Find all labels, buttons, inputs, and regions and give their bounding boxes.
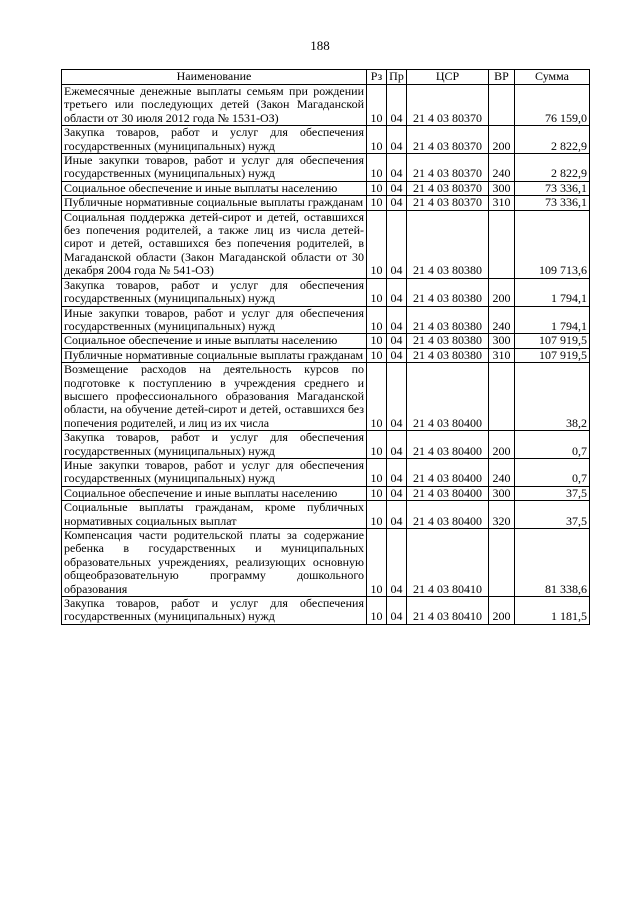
cell-pr: 04 [387,501,407,529]
header-pr: Пр [387,70,407,85]
cell-sum: 38,2 [515,363,590,431]
cell-csr: 21 4 03 80380 [407,278,489,306]
table-header [62,70,590,85]
cell-pr: 04 [387,154,407,182]
table-row [62,154,590,182]
cell-pr: 04 [387,431,407,459]
cell-name: Возмещение расходов на деятельность курсов по подготовке к поступлению в учреждения среднего и высшего профессионального образования Магаданской области, на обучение детей-сирот и детей, оставшихся без попечения родителей, и лиц из их числа [62,363,367,431]
cell-csr: 21 4 03 80370 [407,181,489,195]
header-name: Наименование [62,70,367,85]
cell-name: Закупка товаров, работ и услуг для обеспечения государственных (муниципальных) нужд [62,126,367,154]
table-row [62,306,590,334]
cell-rz: 10 [367,529,387,597]
budget-table [61,69,590,625]
cell-pr: 04 [387,126,407,154]
cell-csr: 21 4 03 80380 [407,210,489,278]
cell-vr [489,85,515,126]
cell-sum: 107 919,5 [515,348,590,362]
cell-csr: 21 4 03 80370 [407,196,489,210]
cell-rz: 10 [367,181,387,195]
cell-vr: 310 [489,348,515,362]
cell-pr: 04 [387,458,407,486]
cell-name: Социальное обеспечение и иные выплаты населению [62,486,367,500]
cell-rz: 10 [367,501,387,529]
cell-rz: 10 [367,363,387,431]
table-row [62,278,590,306]
cell-vr: 320 [489,501,515,529]
cell-vr: 310 [489,196,515,210]
cell-rz: 10 [367,278,387,306]
cell-rz: 10 [367,85,387,126]
cell-name: Закупка товаров, работ и услуг для обеспечения государственных (муниципальных) нужд [62,597,367,625]
cell-pr: 04 [387,196,407,210]
cell-name: Иные закупки товаров, работ и услуг для обеспечения государственных (муниципальных) нужд [62,306,367,334]
cell-name: Социальное обеспечение и иные выплаты населению [62,334,367,348]
cell-rz: 10 [367,486,387,500]
cell-sum: 1 794,1 [515,306,590,334]
cell-csr: 21 4 03 80380 [407,334,489,348]
cell-rz: 10 [367,210,387,278]
table-row [62,85,590,126]
cell-sum: 107 919,5 [515,334,590,348]
cell-rz: 10 [367,334,387,348]
table-row [62,348,590,362]
cell-rz: 10 [367,154,387,182]
header-csr: ЦСР [407,70,489,85]
cell-rz: 10 [367,306,387,334]
cell-vr: 200 [489,126,515,154]
cell-csr: 21 4 03 80370 [407,126,489,154]
cell-sum: 73 336,1 [515,181,590,195]
cell-name: Ежемесячные денежные выплаты семьям при рождении третьего или последующих детей (Закон Магаданской области от 30 июля 2012 года № 1531-ОЗ) [62,85,367,126]
cell-vr: 200 [489,431,515,459]
table-row [62,210,590,278]
cell-vr: 200 [489,597,515,625]
cell-sum: 1 181,5 [515,597,590,625]
cell-sum: 76 159,0 [515,85,590,126]
cell-sum: 1 794,1 [515,278,590,306]
cell-vr [489,363,515,431]
header-sum: Сумма [515,70,590,85]
cell-vr: 300 [489,486,515,500]
cell-rz: 10 [367,458,387,486]
cell-sum: 37,5 [515,486,590,500]
cell-sum: 2 822,9 [515,126,590,154]
cell-name: Иные закупки товаров, работ и услуг для обеспечения государственных (муниципальных) нужд [62,458,367,486]
cell-vr: 240 [489,458,515,486]
cell-pr: 04 [387,363,407,431]
cell-pr: 04 [387,348,407,362]
header-rz: Рз [367,70,387,85]
cell-csr: 21 4 03 80370 [407,154,489,182]
table-row [62,363,590,431]
cell-csr: 21 4 03 80400 [407,501,489,529]
cell-vr: 300 [489,181,515,195]
cell-rz: 10 [367,597,387,625]
cell-rz: 10 [367,196,387,210]
cell-name: Публичные нормативные социальные выплаты гражданам [62,348,367,362]
cell-name: Публичные нормативные социальные выплаты гражданам [62,196,367,210]
cell-sum: 109 713,6 [515,210,590,278]
table-row [62,529,590,597]
cell-csr: 21 4 03 80370 [407,85,489,126]
table-row [62,501,590,529]
cell-pr: 04 [387,529,407,597]
cell-name: Компенсация части родительской платы за содержание ребенка в государственных и муниципальных образовательных учреждениях, реализующих основную общеобразовательную программу дошкольного образования [62,529,367,597]
cell-pr: 04 [387,597,407,625]
cell-pr: 04 [387,210,407,278]
header-vr: ВР [489,70,515,85]
table-row [62,181,590,195]
cell-vr: 300 [489,334,515,348]
cell-rz: 10 [367,126,387,154]
cell-pr: 04 [387,85,407,126]
cell-sum: 0,7 [515,431,590,459]
cell-vr: 240 [489,306,515,334]
cell-vr: 200 [489,278,515,306]
cell-csr: 21 4 03 80400 [407,458,489,486]
cell-csr: 21 4 03 80410 [407,529,489,597]
cell-csr: 21 4 03 80400 [407,431,489,459]
cell-sum: 73 336,1 [515,196,590,210]
cell-vr [489,210,515,278]
cell-csr: 21 4 03 80410 [407,597,489,625]
cell-sum: 81 338,6 [515,529,590,597]
table-row [62,126,590,154]
cell-sum: 37,5 [515,501,590,529]
cell-pr: 04 [387,486,407,500]
cell-name: Социальное обеспечение и иные выплаты населению [62,181,367,195]
cell-rz: 10 [367,348,387,362]
cell-name: Социальная поддержка детей-сирот и детей, оставшихся без попечения родителей, а также лиц из числа детей-сирот и детей, оставшихся без попечения родителей, в Магаданской области (Закон Магаданской области от 30 декабря 2004 года № 541-ОЗ) [62,210,367,278]
header-row [62,70,590,85]
cell-name: Закупка товаров, работ и услуг для обеспечения государственных (муниципальных) нужд [62,278,367,306]
cell-pr: 04 [387,306,407,334]
page-number: 188 [310,38,330,53]
cell-rz: 10 [367,431,387,459]
cell-csr: 21 4 03 80400 [407,363,489,431]
cell-pr: 04 [387,278,407,306]
table-row [62,196,590,210]
table-row [62,597,590,625]
table-row [62,431,590,459]
cell-pr: 04 [387,334,407,348]
cell-sum: 2 822,9 [515,154,590,182]
table-row [62,458,590,486]
cell-name: Социальные выплаты гражданам, кроме публичных нормативных социальных выплат [62,501,367,529]
cell-vr [489,529,515,597]
table-row [62,486,590,500]
cell-vr: 240 [489,154,515,182]
table-row [62,334,590,348]
cell-pr: 04 [387,181,407,195]
cell-csr: 21 4 03 80380 [407,306,489,334]
table-body [62,85,590,625]
cell-csr: 21 4 03 80380 [407,348,489,362]
cell-sum: 0,7 [515,458,590,486]
cell-name: Иные закупки товаров, работ и услуг для обеспечения государственных (муниципальных) нужд [62,154,367,182]
cell-name: Закупка товаров, работ и услуг для обеспечения государственных (муниципальных) нужд [62,431,367,459]
cell-csr: 21 4 03 80400 [407,486,489,500]
